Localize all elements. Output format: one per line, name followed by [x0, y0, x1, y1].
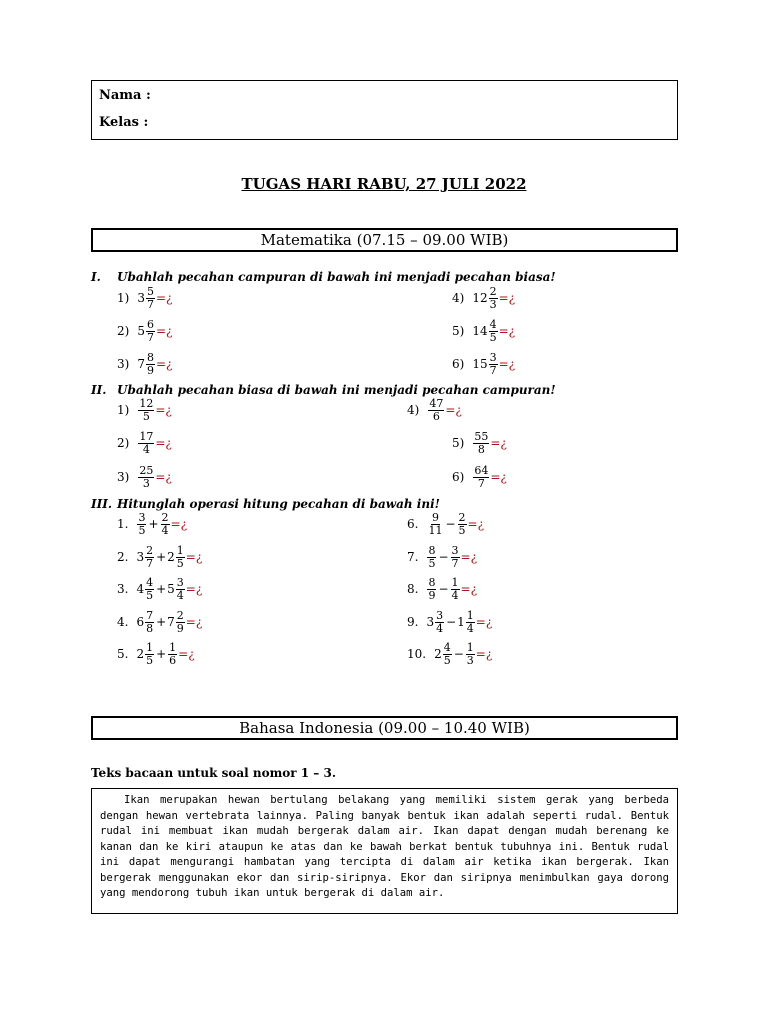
answer-equals: =¿: [155, 324, 173, 338]
problem-number: 4.: [117, 615, 129, 629]
answer-equals: =¿: [185, 582, 203, 596]
operator: +: [156, 550, 167, 564]
denominator: 5: [146, 653, 154, 667]
whole-number: 15: [472, 357, 488, 371]
fraction: [427, 545, 436, 570]
fraction: [466, 610, 475, 635]
problem-number: 6): [452, 470, 465, 484]
roman-3: III.: [91, 497, 113, 511]
answer-equals: =¿: [185, 550, 203, 564]
fraction: [428, 398, 444, 423]
numerator: 4: [146, 575, 154, 589]
answer-equals: =¿: [460, 582, 478, 596]
denominator: 4: [436, 621, 444, 635]
problem-item: [117, 509, 187, 539]
whole-number: 7: [137, 357, 145, 371]
problem-number: 2): [117, 436, 130, 450]
answer-equals: =¿: [490, 436, 507, 450]
answer-equals: =¿: [155, 436, 172, 450]
operator: +: [156, 582, 167, 596]
fraction: [473, 465, 489, 490]
problem-item: [452, 283, 515, 313]
numerator: 8: [428, 575, 436, 589]
answer-equals: =¿: [460, 550, 478, 564]
fraction: [451, 545, 460, 570]
problem-number: 5.: [117, 647, 129, 661]
fraction: [176, 610, 185, 635]
answer-equals: =¿: [498, 291, 516, 305]
numerator: 2: [176, 608, 184, 622]
whole-number: 3: [426, 615, 435, 629]
numerator: 1: [146, 640, 154, 654]
operator: +: [156, 615, 167, 629]
fraction: [451, 577, 460, 602]
denominator: 7: [489, 363, 497, 377]
problem-number: 6.: [407, 517, 419, 531]
whole-number: 5: [167, 582, 175, 596]
denominator: 9: [428, 588, 436, 602]
problem-item: [452, 428, 507, 458]
name-label: Nama :: [99, 88, 151, 103]
numerator: 2: [489, 284, 497, 298]
numerator: 1: [169, 640, 177, 654]
denominator: 7: [146, 556, 154, 570]
roman-2: II.: [91, 383, 107, 397]
problem-item: [452, 462, 507, 492]
problem-number: 6): [452, 357, 465, 371]
bahasa-heading: Bahasa Indonesia (09.00 – 10.40 WIB): [91, 716, 678, 740]
answer-equals: =¿: [155, 291, 173, 305]
numerator: 3: [489, 350, 497, 364]
numerator: 2: [458, 510, 466, 524]
operator: −: [446, 615, 457, 629]
fraction: [145, 610, 154, 635]
instruction-text-3: Hitunglah operasi hitung pecahan di bawah ini!: [117, 497, 440, 511]
numerator: 1: [466, 608, 474, 622]
whole-number: 14: [472, 324, 488, 338]
fraction: [145, 642, 154, 667]
roman-1: I.: [91, 270, 101, 284]
denominator: 3: [489, 297, 497, 311]
fraction: [427, 512, 443, 537]
numerator: 3: [436, 608, 444, 622]
problem-item: [452, 349, 515, 379]
numerator: 3: [138, 510, 146, 524]
problem-number: 5): [452, 324, 465, 338]
problem-number: 4): [407, 403, 420, 417]
denominator: 5: [443, 653, 451, 667]
denominator: 9: [146, 363, 154, 377]
fraction: [146, 319, 155, 344]
operator: −: [445, 517, 456, 531]
denominator: 4: [466, 621, 474, 635]
page-title: TUGAS HARI RABU, 27 JULI 2022: [241, 175, 527, 193]
reading-passage-box: [91, 788, 678, 914]
numerator: 3: [176, 575, 184, 589]
whole-number: 2: [167, 550, 175, 564]
numerator: 3: [451, 543, 459, 557]
numerator: 2: [161, 510, 169, 524]
fraction: [146, 352, 155, 377]
fraction: [138, 465, 154, 490]
denominator: 4: [451, 588, 459, 602]
numerator: 12: [139, 396, 154, 410]
fraction: [489, 319, 498, 344]
numerator: 5: [146, 284, 154, 298]
operator: +: [156, 647, 167, 661]
denominator: 4: [176, 588, 184, 602]
whole-number: 3: [137, 291, 145, 305]
denominator: 6: [432, 409, 440, 423]
whole-number: 5: [137, 324, 145, 338]
numerator: 6: [146, 317, 154, 331]
fraction: [435, 610, 444, 635]
fraction: [473, 431, 489, 456]
numerator: 4: [489, 317, 497, 331]
problem-number: 2.: [117, 550, 129, 564]
answer-equals: =¿: [490, 470, 507, 484]
answer-equals: =¿: [498, 357, 516, 371]
numerator: 4: [443, 640, 451, 654]
fraction: [176, 577, 185, 602]
numerator: 2: [146, 543, 154, 557]
problem-item: [452, 316, 515, 346]
denominator: 8: [146, 621, 154, 635]
denominator: 11: [428, 523, 443, 537]
fraction: [443, 642, 452, 667]
problem-item: [117, 283, 172, 313]
answer-equals: =¿: [475, 615, 493, 629]
problem-item: [117, 574, 202, 604]
whole-number: 3: [136, 550, 145, 564]
numerator: 25: [139, 463, 154, 477]
whole-number: 1: [457, 615, 465, 629]
problem-item: [407, 574, 477, 604]
problem-number: 3): [117, 357, 130, 371]
denominator: 5: [138, 523, 146, 537]
identity-box: [91, 80, 678, 140]
problem-item: [407, 639, 492, 669]
fraction: [168, 642, 177, 667]
fraction: [145, 577, 154, 602]
problem-number: 3): [117, 470, 130, 484]
whole-number: 2: [136, 647, 145, 661]
denominator: 5: [142, 409, 150, 423]
instruction-1: [91, 270, 556, 284]
fraction: [137, 512, 146, 537]
problem-number: 4): [452, 291, 465, 305]
numerator: 7: [146, 608, 154, 622]
math-heading: Matematika (07.15 – 09.00 WIB): [91, 228, 678, 252]
denominator: 7: [451, 556, 459, 570]
problem-number: 9.: [407, 615, 419, 629]
fraction: [145, 545, 154, 570]
problem-item: [117, 395, 172, 425]
reading-label: Teks bacaan untuk soal nomor 1 – 3.: [91, 766, 337, 780]
fraction: [458, 512, 467, 537]
reading-passage: Ikan merupakan hewan bertulang belakang yang memiliki sistem gerak yang berbeda dengan hewan vertebrata lainnya. Paling banyak bentuk ikan adalah seperti rudal. Bentuk rudal ini membuat ikan mudah bergerak dalam air. Ikan dapat dengan mudah berenang ke kanan dan ke kiri ataupun ke atas dan ke bawah berkat bentuk tubuhnya ini. Bentuk rudal ini dapat mengurangi hambatan yang tercipta di dalam air ketika ikan bergerak. Ikan bergerak menggunakan ekor dan sirip-siripnya. Ekor dan siripnya menimbulkan gaya dorong yang mendorong tubuh ikan untuk bergerak di dalam air.: [100, 794, 669, 899]
numerator: 8: [428, 543, 436, 557]
instruction-text-1: Ubahlah pecahan campuran di bawah ini menjadi pecahan biasa!: [117, 270, 556, 284]
denominator: 5: [489, 330, 497, 344]
numerator: 9: [431, 510, 439, 524]
whole-number: 2: [434, 647, 442, 661]
denominator: 9: [176, 621, 184, 635]
problem-item: [117, 428, 172, 458]
numerator: 64: [474, 463, 489, 477]
whole-number: 12: [472, 291, 488, 305]
problem-item: [117, 462, 172, 492]
problem-item: [117, 542, 202, 572]
answer-equals: =¿: [178, 647, 195, 661]
answer-equals: =¿: [170, 517, 188, 531]
numerator: 55: [474, 429, 489, 443]
denominator: 5: [458, 523, 466, 537]
answer-equals: =¿: [445, 403, 462, 417]
problem-number: 1): [117, 291, 130, 305]
answer-equals: =¿: [155, 470, 172, 484]
problem-number: 7.: [407, 550, 419, 564]
whole-number: 4: [136, 582, 145, 596]
problem-number: 1): [117, 403, 130, 417]
fraction: [466, 642, 475, 667]
denominator: 8: [477, 442, 485, 456]
problem-number: 10.: [407, 647, 427, 661]
problem-item: [407, 542, 477, 572]
operator: −: [453, 647, 464, 661]
denominator: 7: [146, 297, 154, 311]
answer-equals: =¿: [498, 324, 516, 338]
fraction: [489, 352, 498, 377]
problem-item: [407, 395, 462, 425]
answer-equals: =¿: [475, 647, 493, 661]
problem-number: 5): [452, 436, 465, 450]
answer-equals: =¿: [185, 615, 203, 629]
fraction: [489, 286, 498, 311]
denominator: 7: [477, 476, 485, 490]
problem-number: 2): [117, 324, 130, 338]
whole-number: 7: [167, 615, 175, 629]
denominator: 7: [146, 330, 154, 344]
operator: −: [438, 582, 449, 596]
problem-number: 8.: [407, 582, 419, 596]
operator: −: [438, 550, 449, 564]
numerator: 8: [146, 350, 154, 364]
answer-equals: =¿: [155, 357, 173, 371]
denominator: 3: [142, 476, 150, 490]
numerator: 1: [466, 640, 474, 654]
whole-number: 6: [136, 615, 145, 629]
denominator: 6: [169, 653, 177, 667]
fraction: [176, 545, 185, 570]
denominator: 3: [466, 653, 474, 667]
denominator: 5: [176, 556, 184, 570]
problem-number: 1.: [117, 517, 129, 531]
fraction: [161, 512, 170, 537]
fraction: [427, 577, 436, 602]
problem-item: [117, 607, 202, 637]
denominator: 4: [142, 442, 150, 456]
denominator: 4: [161, 523, 169, 537]
problem-item: [407, 607, 492, 637]
problem-item: [117, 639, 195, 669]
answer-equals: =¿: [155, 403, 172, 417]
problem-item: [117, 316, 172, 346]
numerator: 17: [139, 429, 154, 443]
numerator: 1: [451, 575, 459, 589]
numerator: 47: [429, 396, 444, 410]
problem-number: 3.: [117, 582, 129, 596]
problem-item: [407, 509, 484, 539]
denominator: 5: [428, 556, 436, 570]
class-label: Kelas :: [99, 115, 149, 130]
fraction: [138, 431, 154, 456]
fraction: [138, 398, 154, 423]
answer-equals: =¿: [467, 517, 485, 531]
problem-item: [117, 349, 172, 379]
operator: +: [148, 517, 159, 531]
instruction-text-2: Ubahlah pecahan biasa di bawah ini menjadi pecahan campuran!: [117, 383, 556, 397]
denominator: 5: [146, 588, 154, 602]
numerator: 1: [176, 543, 184, 557]
fraction: [146, 286, 155, 311]
